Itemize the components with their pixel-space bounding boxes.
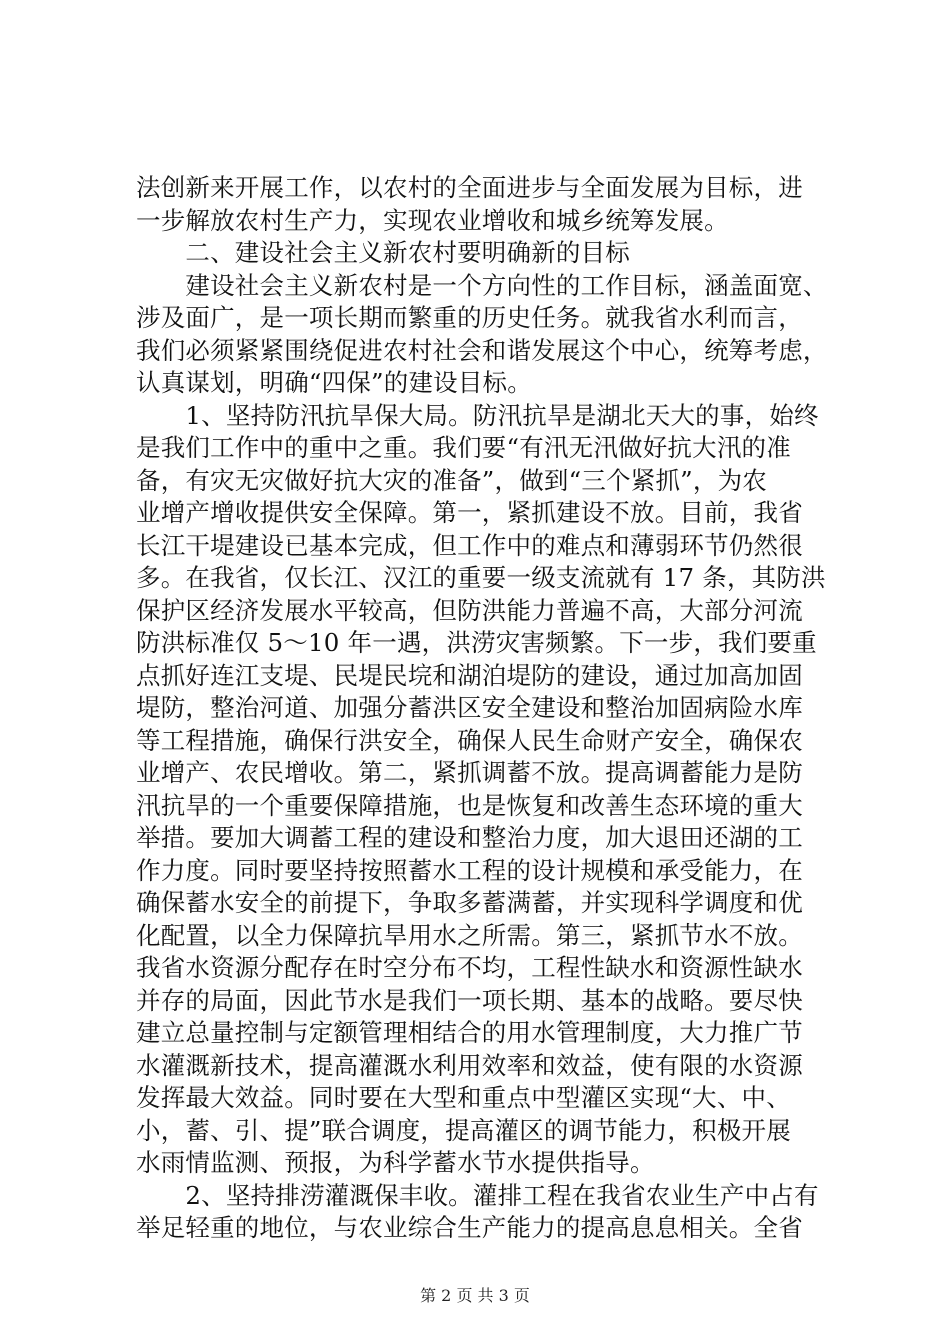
text-line: 认真谋划，明确“四保”的建设目标。 [136, 368, 532, 397]
text-line: 水雨情监测、预报，为科学蓄水节水提供指导。 [136, 1148, 655, 1177]
text-line: 我省水资源分配存在时空分布不均，工程性缺水和资源性缺水 [136, 953, 803, 982]
text-line: 1、坚持防汛抗旱保大局。防汛抗旱是湖北天大的事，始终 [136, 400, 819, 430]
text-line: 汛抗旱的一个重要保障措施，也是恢复和改善生态环境的重大 [136, 790, 803, 820]
text-line: 业增产增收提供安全保障。第一，紧抓建设不放。目前，我省 [136, 498, 803, 527]
text-line: 等工程措施，确保行洪安全，确保人民生命财产安全，确保农 [136, 725, 803, 755]
text-line: 长江干堤建设已基本完成，但工作中的难点和薄弱环节仍然很 [136, 530, 803, 560]
text-line: 确保蓄水安全的前提下，争取多蓄满蓄，并实现科学调度和优 [136, 888, 803, 917]
text-line: 举措。要加大调蓄工程的建设和整治力度，加大退田还湖的工 [136, 823, 803, 852]
text-line: 业增产、农民增收。第二，紧抓调蓄不放。提高调蓄能力是防 [136, 758, 803, 787]
page-number-label: 第 2 页 共 3 页 [420, 1286, 530, 1305]
text-line: 一步解放农村生产力，实现农业增收和城乡统筹发展。 [136, 205, 729, 235]
text-line: 建立总量控制与定额管理相结合的用水管理制度，大力推广节 [136, 1018, 803, 1047]
body-text [136, 172, 836, 1245]
text-line: 多。在我省，仅长江、汉江的重要一级支流就有 17 条，其防洪 [136, 563, 826, 592]
text-line: 作力度。同时要坚持按照蓄水工程的设计规模和承受能力，在 [136, 855, 803, 885]
text-line: 备，有灾无灾做好抗大灾的准备”，做到“三个紧抓”，为农 [136, 465, 767, 495]
text-line: 化配置，以全力保障抗旱用水之所需。第三，紧抓节水不放。 [136, 920, 803, 950]
text-line: 是我们工作中的重中之重。我们要“有汛无汛做好抗大汛的准 [136, 433, 791, 462]
text-line: 我们必须紧紧围绕促进农村社会和谐发展这个中心，统筹考虑， [136, 335, 828, 365]
section-heading: 二、建设社会主义新农村要明确新的目标 [136, 238, 630, 267]
text-line: 2、坚持排涝灌溉保丰收。灌排工程在我省农业生产中占有 [136, 1180, 819, 1210]
text-line: 点抓好连江支堤、民堤民垸和湖泊堤防的建设，通过加高加固 [136, 660, 803, 690]
text-line: 堤防，整治河道、加强分蓄洪区安全建设和整治加固病险水库 [136, 693, 803, 722]
page-footer [0, 1284, 950, 1308]
text-line: 并存的局面，因此节水是我们一项长期、基本的战略。要尽快 [136, 985, 803, 1015]
text-line: 法创新来开展工作，以农村的全面进步与全面发展为目标，进 [136, 173, 803, 202]
text-line: 建设社会主义新农村是一个方向性的工作目标，涵盖面宽、 [136, 270, 828, 300]
text-line: 小，蓄、引、提”联合调度，提高灌区的调节能力，积极开展 [136, 1115, 791, 1145]
text-line: 涉及面广，是一项长期而繁重的历史任务。就我省水利而言， [136, 303, 803, 332]
text-line: 保护区经济发展水平较高，但防洪能力普遍不高，大部分河流 [136, 595, 803, 625]
text-line: 举足轻重的地位，与农业综合生产能力的提高息息相关。全省 [136, 1213, 803, 1242]
text-line: 发挥最大效益。同时要在大型和重点中型灌区实现“大、中、 [136, 1083, 791, 1112]
text-line: 水灌溉新技术，提高灌溉水利用效率和效益，使有限的水资源 [136, 1050, 803, 1080]
text-line: 防洪标准仅 5～10 年一遇，洪涝灾害频繁。下一步，我们要重 [136, 628, 817, 657]
